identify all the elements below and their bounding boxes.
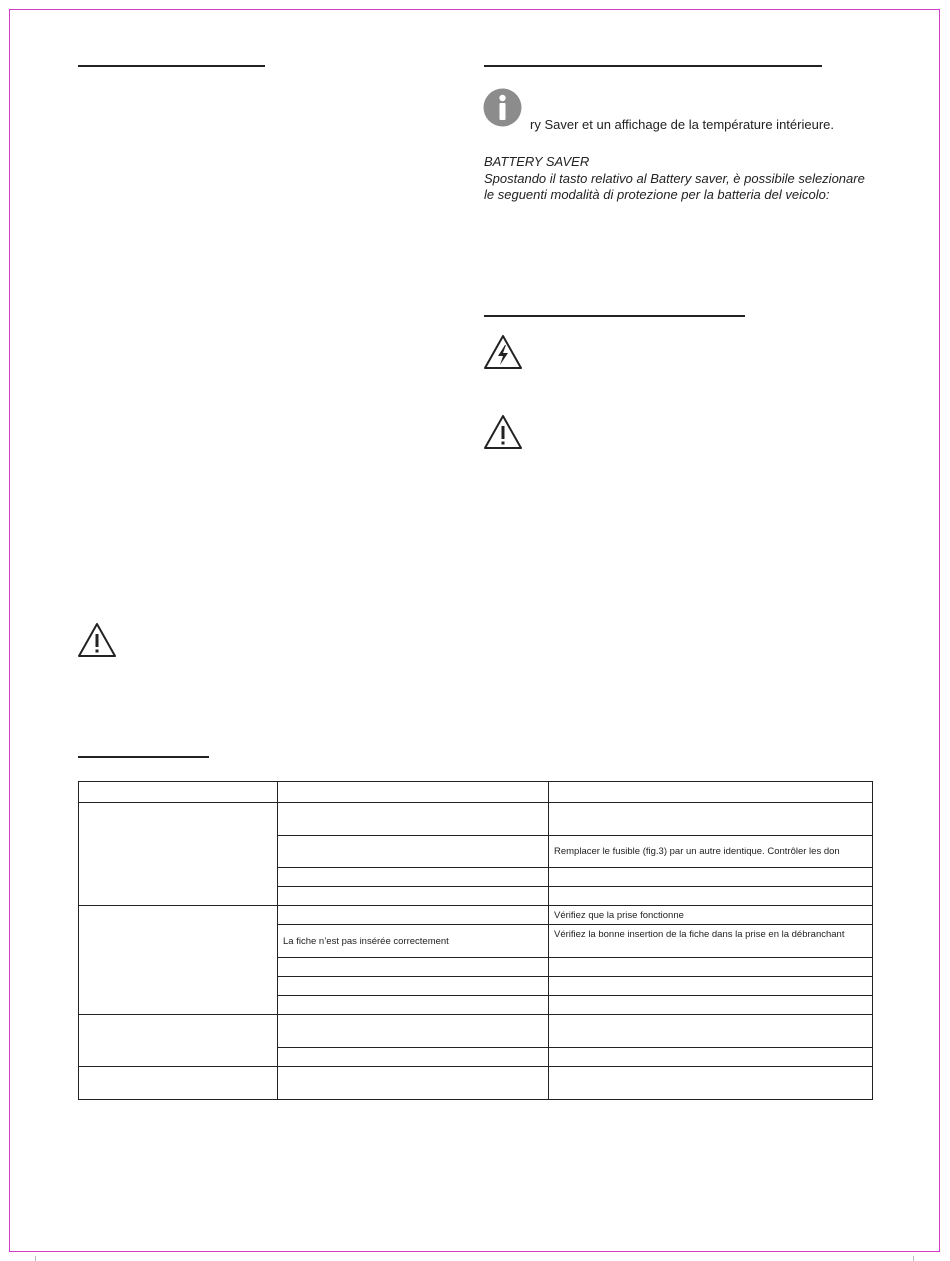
- warning-triangle-icon-2: [483, 414, 523, 450]
- cause-cell: La fiche n’est pas insérée correctement: [278, 925, 549, 958]
- troubleshooting-table: [78, 781, 873, 1100]
- left-section-rule: [78, 65, 265, 67]
- battery-saver-line-1: Spostando il tasto relativo al Battery saver, è possibile selezionare: [484, 171, 865, 186]
- crop-mark-right: [913, 1256, 914, 1261]
- solution-cell: [549, 977, 873, 996]
- solution-cell: [549, 958, 873, 977]
- solution-cell: [549, 803, 873, 836]
- solution-cell: [549, 1048, 873, 1067]
- warning-triangle-icon: [77, 622, 117, 658]
- cause-cell: [278, 906, 549, 925]
- cause-cell: [278, 1048, 549, 1067]
- cause-cell: [278, 836, 549, 868]
- cause-cell: [278, 887, 549, 906]
- header-solution: [549, 782, 873, 803]
- solution-cell: Vérifiez que la prise fonctionne: [549, 906, 873, 925]
- cause-cell: [278, 1015, 549, 1048]
- battery-saver-title: BATTERY SAVER: [484, 154, 590, 169]
- right-section-rule: [484, 65, 822, 67]
- problem-cell-3: [79, 1015, 278, 1067]
- problem-cell-4: [79, 1067, 278, 1100]
- cause-cell: [278, 958, 549, 977]
- table-header-row: [79, 782, 873, 803]
- info-circle-icon: [483, 88, 522, 127]
- solution-cell: [549, 1015, 873, 1048]
- solution-cell: Vérifiez la bonne insertion de la fiche dans la prise en la débranchant: [549, 925, 873, 958]
- troubleshooting-rule: [78, 756, 209, 758]
- cause-cell: [278, 977, 549, 996]
- crop-mark-left: [35, 1256, 36, 1261]
- table-row: [79, 1015, 873, 1048]
- solution-cell: [549, 996, 873, 1015]
- table-row: [79, 803, 873, 836]
- solution-cell: [549, 868, 873, 887]
- problem-cell-2: [79, 906, 278, 1015]
- problem-cell-1: [79, 803, 278, 906]
- cause-cell: [278, 1067, 549, 1100]
- cause-cell: [278, 996, 549, 1015]
- solution-cell: Remplacer le fusible (fig.3) par un autre identique. Contrôler les don: [549, 836, 873, 868]
- info-text: ry Saver et un affichage de la température intérieure.: [530, 117, 834, 132]
- safety-section-rule: [484, 315, 745, 317]
- electric-hazard-icon: [483, 334, 523, 370]
- table-row: [79, 1067, 873, 1100]
- cause-cell: [278, 868, 549, 887]
- solution-cell: [549, 1067, 873, 1100]
- battery-saver-line-2: le seguenti modalità di protezione per la batteria del veicolo:: [484, 187, 830, 202]
- solution-cell: [549, 887, 873, 906]
- table-row: [79, 906, 873, 925]
- header-problem: [79, 782, 278, 803]
- cause-cell: [278, 803, 549, 836]
- header-cause: [278, 782, 549, 803]
